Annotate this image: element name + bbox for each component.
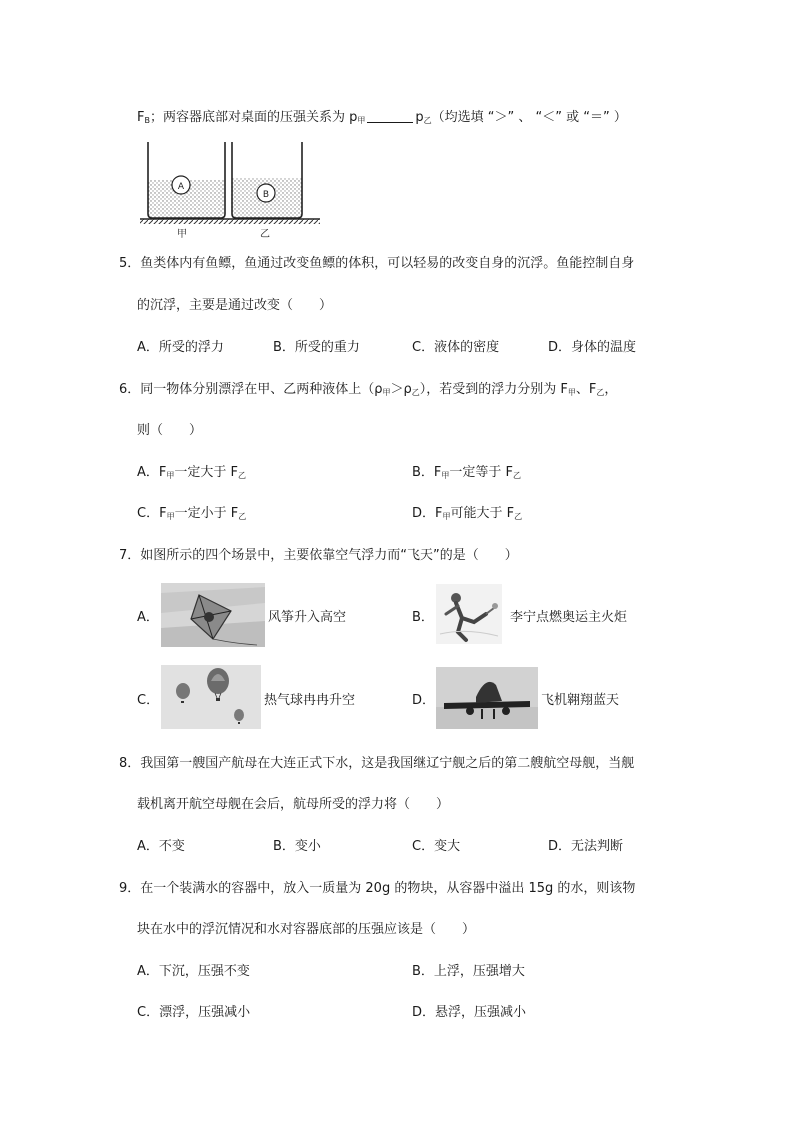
q6-line1 [119,381,617,402]
q5-option-a[interactable]: A．所受的浮力 [137,340,224,355]
q5-line2: 的沉浮，主要是通过改变（ ） [137,298,333,313]
balloons-photo [161,665,261,729]
q6-gt: ＞ρ [390,382,412,397]
q6-a-mid: 一定大于 F [174,465,238,480]
ball-a-label: A [177,182,185,192]
q4-text-after: （均选填 “＞” 、 “＜” 或 “＝” ） [431,110,627,125]
f-sub: B [144,116,150,125]
q5-option-d[interactable]: D．身体的温度 [548,340,637,355]
f-yi-sub: 乙 [596,388,605,397]
q7-option-b-letter[interactable]: B． [412,610,434,625]
p-yi-sub: 乙 [423,116,432,125]
label-jia: 甲 [177,229,187,238]
q7-option-a-letter[interactable]: A． [137,610,159,625]
q6-line2: 则（ ） [137,423,203,438]
rho-yi-sub: 乙 [411,388,420,397]
q7-option-b-text: 李宁点燃奥运主火炬 [510,610,628,625]
airplane-photo [436,667,538,729]
q6-text-c: ， [604,382,618,397]
answer-blank[interactable] [367,110,413,123]
q4-text-before: ；两容器底部对桌面的压强关系为 p [149,110,358,125]
q7-line1: 7．如图所示的四个场景中，主要依靠空气浮力而“飞天”的是（ ） [119,548,518,563]
q6-d-mid: 可能大于 F [450,506,515,521]
q6-option-b[interactable] [412,464,521,485]
q8-option-c[interactable]: C．变大 [412,839,461,854]
ball-b-label: B [262,190,270,200]
q5-option-b[interactable]: B．所受的重力 [273,340,360,355]
p-letter: p [415,110,424,125]
q6-c-mid: 一定小于 F [174,506,239,521]
q5-option-c[interactable]: C．液体的密度 [412,340,500,355]
q6-option-d[interactable] [412,505,522,526]
q9-option-c[interactable]: C．漂浮，压强减小 [137,1005,251,1020]
q7-option-d-text: 飞机翱翔蓝天 [541,693,620,708]
q8-line1: 8．我国第一艘国产航母在大连正式下水，这是我国继辽宁舰之后的第二艘航空母舰，当舰 [119,756,635,771]
label-yi: 乙 [260,229,270,238]
q7-option-d-letter[interactable]: D． [412,693,436,708]
q9-option-b[interactable]: B．上浮，压强增大 [412,964,525,979]
table-hatch [140,219,320,224]
q6-d-pre: D．F [412,506,443,521]
q8-option-d[interactable]: D．无法判断 [548,839,624,854]
f-letter: F [137,110,145,125]
q8-option-b[interactable]: B．变小 [273,839,321,854]
q6-c-sub-yi: 乙 [238,512,247,521]
q8-line2: 载机离开航空母舰在会后，航母所受的浮力将（ ） [137,797,450,812]
containers-figure [138,140,324,238]
q4-tail-line [137,109,627,130]
q9-option-a[interactable]: A．下沉，压强不变 [137,964,250,979]
torch-photo [436,584,502,644]
q6-c-pre: C．F [137,506,167,521]
q6-a-pre: A．F [137,465,167,480]
q7-option-c-letter[interactable]: C． [137,693,160,708]
q9-line1: 9．在一个装满水的容器中，放入一质量为 20g 的物块，从容器中溢出 15g 的水，则该物 [119,881,636,896]
q6-sep: 、F [575,382,597,397]
kite-photo [161,583,265,647]
q6-b-mid: 一定等于 F [449,465,514,480]
rho-jia-sub: 甲 [382,388,391,397]
q6-text-b: ），若受到的浮力分别为 F [419,382,568,397]
q6-b-sub-yi: 乙 [513,471,522,480]
q6-text-a: 6．同一物体分别漂浮在甲、乙两种液体上（ρ [119,382,383,397]
p-jia-sub: 甲 [357,116,366,125]
q6-b-pre: B．F [412,465,442,480]
q6-a-sub-yi: 乙 [238,471,246,480]
q5-line1: 5．鱼类体内有鱼鳔，鱼通过改变鱼鳔的体积，可以轻易的改变自身的沉浮。鱼能控制自身 [119,256,635,271]
q6-d-sub-yi: 乙 [514,512,523,521]
q9-line2: 块在水中的浮沉情况和水对容器底部的压强应该是（ ） [137,922,476,937]
q6-option-a[interactable] [137,464,246,485]
q6-a-sub-jia: 甲 [166,471,175,480]
q6-d-sub-jia: 甲 [442,512,451,521]
q9-option-d[interactable]: D．悬浮，压强减小 [412,1005,527,1020]
q7-option-a-text: 风筝升入高空 [268,610,347,625]
f-jia-sub: 甲 [567,388,576,397]
q6-option-c[interactable] [137,505,246,526]
q8-option-a[interactable]: A．不变 [137,839,185,854]
q6-b-sub-jia: 甲 [441,471,450,480]
q6-c-sub-jia: 甲 [166,512,175,521]
q7-option-c-text: 热气球冉冉升空 [264,693,356,708]
